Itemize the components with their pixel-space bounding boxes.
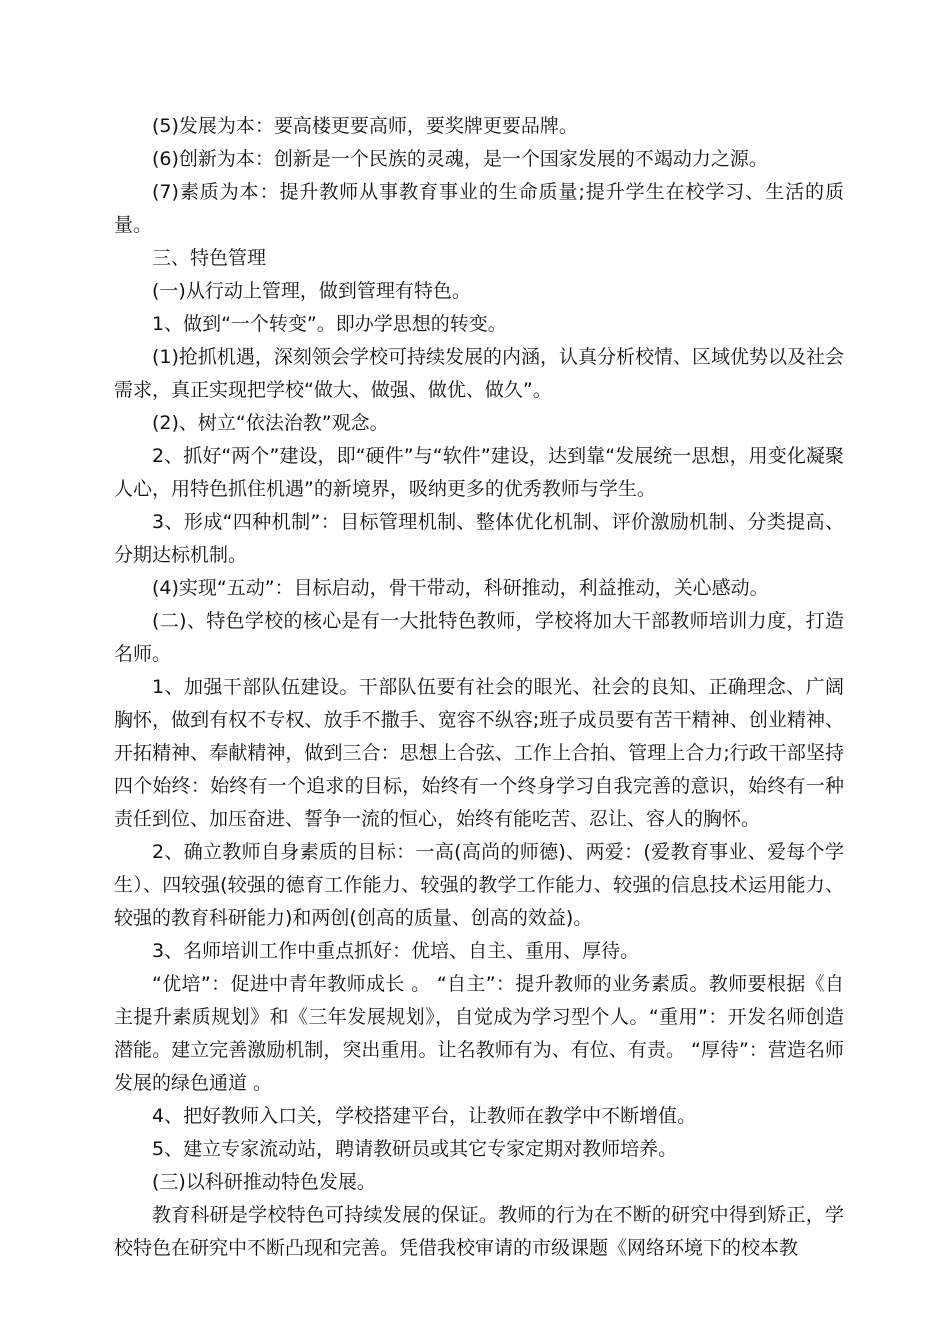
section-heading-3: 三、特色管理: [152, 247, 267, 269]
paragraph-training-details: “优培”：促进中青年教师成长 。 “自主”：提升教师的业务素质。教师要根据《自主提升素质规划》和《三年发展规划》，自觉成为学习型个人。“重用”：开发名师创造潜能。建立完善激励机制，突出重用。让名教师有为、有位、有责。 “厚待”：营造名师发展的绿色通道 。: [114, 973, 844, 1094]
paragraph-two-constructions: 2、抓好“两个”建设，即“硬件”与“软件”建设，达到靠“发展统一思想，用变化凝聚人心，用特色抓住机遇”的新境界，吸纳更多的优秀教师与学生。: [114, 445, 844, 500]
paragraph-research: 教育科研是学校特色可持续发展的保证。教师的行为在不断的研究中得到矫正，学校特色在研究中不断凸现和完善。凭借我校审请的市级课题《网络环境下的校本教: [114, 1204, 844, 1259]
paragraph-seize-opportunity: (1)抢抓机遇，深刻领会学校可持续发展的内涵，认真分析校情、区域优势以及社会需求，真正实现把学校“做大、做强、做优、做久”。: [114, 346, 844, 401]
paragraph-6-innovation: (6)创新为本：创新是一个民族的灵魂，是一个国家发展的不竭动力之源。: [152, 148, 768, 170]
paragraph-five-drives: (4)实现“五动”：目标启动，骨干带动，科研推动，利益推动，关心感动。: [152, 577, 769, 599]
paragraph-expert-station: 5、建立专家流动站，聘请教研员或其它专家定期对教师培养。: [152, 1138, 678, 1160]
paragraph-one-change: 1、做到“一个转变”。即办学思想的转变。: [152, 313, 507, 335]
paragraph-5-development: (5)发展为本：要高楼更要高师，要奖牌更要品牌。: [152, 115, 578, 137]
paragraph-teacher-entry: 4、把好教师入口关，学校搭建平台，让教师在教学中不断增值。: [152, 1105, 697, 1127]
paragraph-four-mechanisms: 3、形成“四种机制”：目标管理机制、整体优化机制、评价激励机制、分类提高、分期达标机制。: [114, 511, 844, 566]
paragraph-famous-teacher-training: 3、名师培训工作中重点抓好：优培、自主、重用、厚待。: [152, 940, 640, 962]
paragraph-teacher-goals: 2、确立教师自身素质的目标：一高(高尚的师德)、两爱：(爱教育事业、爱每个学生）、四较强(较强的德育工作能力、较强的教学工作能力、较强的信息技术运用能力、较强的教育科研能力)和两创(创高的质量、创高的效益)。: [114, 841, 844, 929]
subsection-heading-3: (三)以科研推动特色发展。: [152, 1171, 376, 1193]
paragraph-rule-of-law: (2)、树立“依法治教”观念。: [152, 412, 389, 434]
subsection-heading-1: (一)从行动上管理，做到管理有特色。: [152, 280, 471, 302]
paragraph-7-quality: (7)素质为本：提升教师从事教育事业的生命质量;提升学生在校学习、生活的质量。: [114, 181, 844, 236]
paragraph-cadre-team: 1、加强干部队伍建设。干部队伍要有社会的眼光、社会的良知、正确理念、广阔胸怀，做到有权不专权、放手不撒手、宽容不纵容;班子成员要有苦干精神、创业精神、开拓精神、奉献精神，做到三合：思想上合弦、工作上合拍、管理上合力;行政干部坚持四个始终：始终有一个追求的目标，始终有一个终身学习自我完善的意识，始终有一种责任到位、加压奋进、誓争一流的恒心，始终有能吃苦、忍让、容人的胸怀。: [114, 676, 844, 830]
subsection-heading-2: (二)、特色学校的核心是有一大批特色教师，学校将加大干部教师培训力度，打造名师。: [114, 610, 844, 665]
document-body: [114, 110, 844, 1265]
